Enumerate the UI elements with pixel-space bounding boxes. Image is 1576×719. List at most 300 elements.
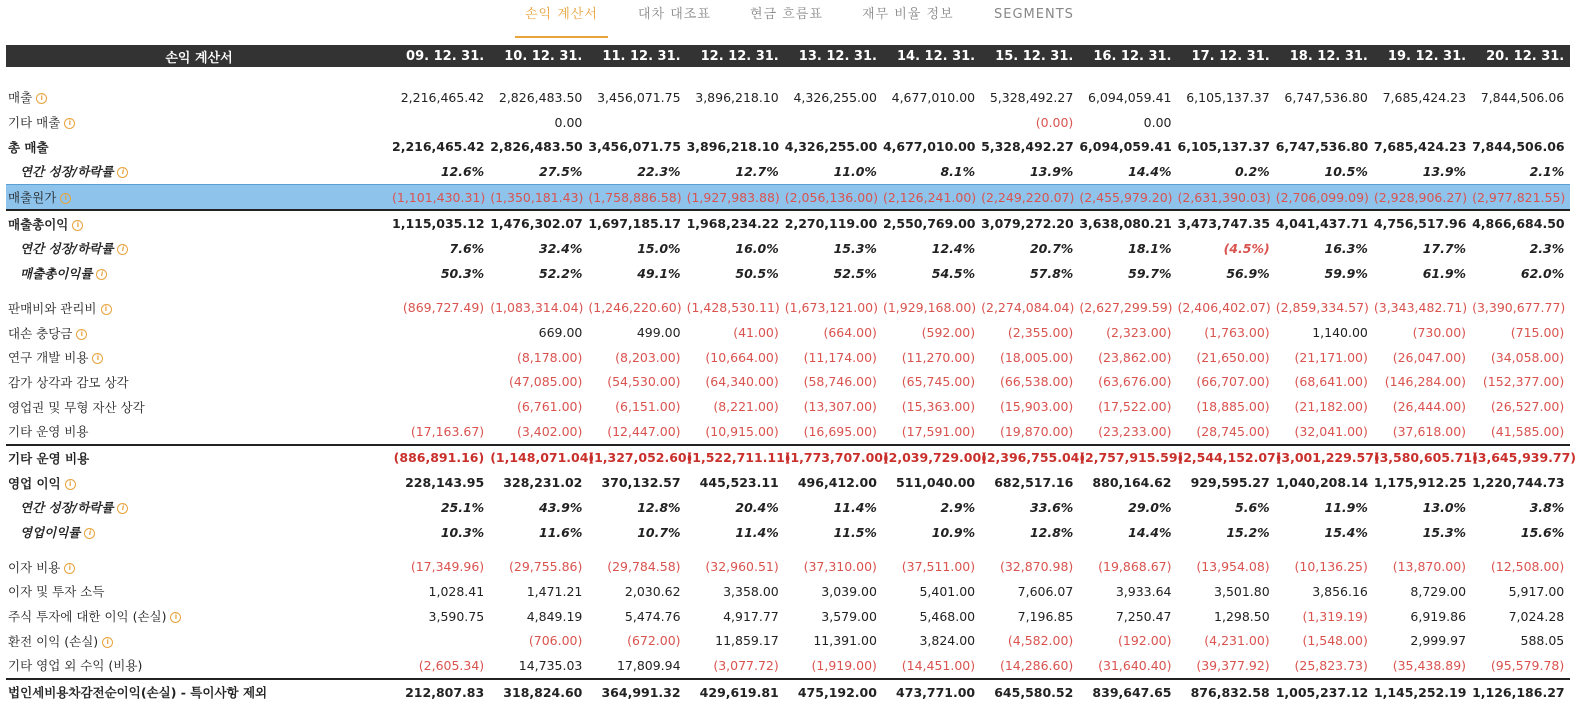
value-cell: (41.00): [733, 325, 779, 341]
value-cell: (3,645,939.77): [1472, 445, 1570, 471]
value-cell: 2,216,465.42: [400, 89, 485, 105]
value-cell: (672.00): [627, 633, 681, 649]
value-cell: (21,650.00): [1196, 349, 1270, 365]
value-cell: 3,824.00: [919, 633, 976, 649]
value-cell: (3,402.00): [516, 423, 583, 439]
value-cell: 3,638,080.21: [1079, 210, 1177, 236]
table-row[interactable]: [6, 419, 1570, 445]
value-cell: 50.5%: [735, 265, 779, 281]
column-header[interactable]: 18. 12. 31.: [1276, 45, 1374, 67]
info-icon[interactable]: i: [64, 118, 75, 129]
tab-1[interactable]: [638, 6, 711, 36]
value-cell: (17,349.96): [410, 559, 485, 575]
value-cell: (10,664.00): [705, 349, 779, 365]
column-header[interactable]: 12. 12. 31.: [687, 45, 785, 67]
row-label-text: 기타 운영 비용: [8, 450, 90, 466]
value-cell: 318,824.60: [490, 679, 588, 705]
value-cell: 13.9%: [1422, 163, 1467, 179]
value-cell: (21,171.00): [1294, 349, 1368, 365]
table-row[interactable]: [6, 370, 1570, 395]
value-cell: 1,126,186.27: [1472, 679, 1570, 705]
row-label: [6, 320, 392, 345]
value-cell: (2,627,299.59): [1079, 300, 1173, 316]
value-cell: 1,005,237.12: [1276, 679, 1374, 705]
row-label: [6, 520, 392, 545]
value-cell: 15.0%: [637, 240, 681, 256]
value-cell: 3,456,071.75: [588, 139, 681, 155]
row-label: [6, 579, 392, 604]
info-icon[interactable]: i: [84, 528, 95, 539]
value-cell: (1,428,530.11): [686, 300, 780, 316]
value-cell: 4,866,684.50: [1472, 210, 1570, 236]
value-cell: (1,246,220.60): [588, 300, 682, 316]
value-cell: 0.00: [554, 114, 583, 130]
value-cell: (12,508.00): [1490, 559, 1565, 575]
column-header[interactable]: 11. 12. 31.: [588, 45, 686, 67]
tab-2[interactable]: [750, 6, 823, 36]
value-cell: (37,511.00): [901, 559, 976, 575]
value-cell: 364,991.32: [588, 679, 686, 705]
value-cell: 876,832.58: [1178, 679, 1276, 705]
table-row[interactable]: [6, 134, 1570, 159]
value-cell: (152,377.00): [1482, 374, 1565, 390]
value-cell: (2,455,979.20): [1079, 184, 1177, 210]
value-cell: (1,929,168.00): [882, 300, 977, 316]
column-header[interactable]: 10. 12. 31.: [490, 45, 588, 67]
value-cell: 370,132.57: [601, 475, 681, 491]
value-cell: 16.0%: [735, 240, 779, 256]
column-header[interactable]: 15. 12. 31.: [981, 45, 1079, 67]
value-cell: 880,164.62: [1092, 475, 1172, 491]
value-cell: (1,319.19): [1302, 608, 1368, 624]
value-cell: (21,182.00): [1294, 399, 1368, 415]
table-row[interactable]: [6, 653, 1570, 679]
info-icon[interactable]: i: [64, 563, 75, 574]
row-label-text: 연간 성장/하락률: [20, 241, 114, 257]
spacer-row: [6, 544, 1570, 554]
value-cell: 7,606.07: [1017, 583, 1074, 599]
value-cell: 49.1%: [637, 265, 681, 281]
value-cell: 429,619.81: [687, 679, 785, 705]
row-label-text: 영업이익률: [20, 525, 81, 541]
value-cell: 4,326,255.00: [793, 89, 877, 105]
value-cell: 54.5%: [931, 265, 976, 281]
value-cell: 839,647.65: [1079, 679, 1177, 705]
value-cell: 6,919.86: [1410, 608, 1467, 624]
value-cell: (37,618.00): [1392, 423, 1467, 439]
value-cell: 43.9%: [539, 499, 583, 515]
value-cell: (19,868.67): [1098, 559, 1172, 575]
value-cell: 5,401.00: [919, 583, 976, 599]
info-icon[interactable]: i: [36, 93, 47, 104]
value-cell: (715.00): [1510, 325, 1565, 341]
value-cell: 27.5%: [539, 163, 583, 179]
value-cell: 12.4%: [931, 240, 976, 256]
value-cell: (3,001,229.57): [1276, 445, 1374, 471]
spacer-cell: [6, 544, 1570, 554]
table-row[interactable]: [6, 604, 1570, 629]
value-cell: 32.4%: [539, 240, 583, 256]
value-cell: 11.9%: [1324, 499, 1368, 515]
value-cell: (63,676.00): [1098, 374, 1172, 390]
income-statement-table: [6, 45, 1576, 705]
value-cell: (18,885.00): [1196, 399, 1270, 415]
row-label: [6, 134, 392, 159]
table-row[interactable]: [6, 554, 1570, 579]
value-cell: 2,999.97: [1410, 633, 1467, 649]
value-cell: 499.00: [636, 325, 681, 341]
value-cell: (15,903.00): [999, 399, 1074, 415]
value-cell: (3,580,605.71): [1374, 445, 1472, 471]
table-row[interactable]: [6, 320, 1570, 345]
value-cell: (869,727.49): [402, 300, 485, 316]
table-row[interactable]: [6, 445, 1570, 471]
tab-label: 현금 흐름표: [750, 7, 823, 22]
row-label-text: 기타 운영 비용: [8, 424, 89, 440]
table-row[interactable]: [6, 628, 1570, 653]
value-cell: (1,673,121.00): [784, 300, 878, 316]
row-label-text: 기타 영업 외 수익 (비용): [8, 658, 143, 674]
value-cell: 3,358.00: [723, 583, 779, 599]
value-cell: [392, 628, 490, 653]
table-row[interactable]: [6, 159, 1570, 184]
value-cell: 2,826,483.50: [498, 89, 583, 105]
table-row[interactable]: [6, 210, 1570, 236]
value-cell: [687, 110, 785, 135]
value-cell: 16.3%: [1324, 240, 1368, 256]
row-label-text: 영업 이익: [8, 475, 61, 491]
value-cell: 15.3%: [1422, 524, 1467, 540]
value-cell: 6,747,536.80: [1284, 89, 1368, 105]
value-cell: 10.5%: [1324, 163, 1368, 179]
value-cell: (8,221.00): [713, 399, 779, 415]
spacer-cell: [6, 286, 1570, 296]
value-cell: 5,328,492.27: [989, 89, 1074, 105]
value-cell: 12.7%: [735, 163, 779, 179]
value-cell: 2.9%: [940, 499, 976, 515]
table-row[interactable]: [6, 184, 1570, 210]
value-cell: 15.2%: [1226, 524, 1270, 540]
value-cell: (4,231.00): [1204, 633, 1270, 649]
value-cell: 61.9%: [1422, 265, 1467, 281]
column-header[interactable]: 20. 12. 31.: [1472, 45, 1570, 67]
value-cell: [392, 370, 490, 395]
value-cell: (32,960.51): [705, 559, 779, 575]
value-cell: (18,005.00): [999, 349, 1074, 365]
value-cell: (2,274,084.04): [981, 300, 1075, 316]
value-cell: 17.7%: [1422, 240, 1467, 256]
value-cell: 3,039.00: [821, 583, 877, 599]
value-cell: 511,040.00: [896, 475, 976, 491]
value-cell: 29.0%: [1128, 499, 1172, 515]
value-cell: 7,024.28: [1508, 608, 1565, 624]
table-row[interactable]: [6, 261, 1570, 286]
value-cell: 1,471.21: [526, 583, 583, 599]
value-cell: (14,451.00): [901, 657, 976, 673]
value-cell: 3,473,747.35: [1178, 210, 1276, 236]
row-label-text: 연구 개발 비용: [8, 350, 89, 366]
table-row[interactable]: [6, 470, 1570, 495]
value-cell: 52.5%: [833, 265, 877, 281]
value-cell: 14.4%: [1128, 163, 1172, 179]
value-cell: (41,585.00): [1490, 423, 1565, 439]
value-cell: 4,756,517.96: [1374, 210, 1472, 236]
value-cell: 0.00: [1143, 114, 1172, 130]
value-cell: 4,326,255.00: [784, 139, 878, 155]
value-cell: 3,933.64: [1115, 583, 1172, 599]
value-cell: (1,773,707.00): [785, 445, 883, 471]
value-cell: (2,544,152.07): [1178, 445, 1276, 471]
table-row[interactable]: [6, 394, 1570, 419]
table-header-row: [6, 45, 1570, 67]
tab-4[interactable]: [994, 6, 1074, 36]
value-cell: 7,844,506.06: [1472, 139, 1565, 155]
value-cell: (1,083,314.04): [490, 300, 584, 316]
value-cell: [1472, 110, 1570, 135]
row-label: [6, 210, 392, 236]
table-row[interactable]: [6, 679, 1570, 705]
value-cell: 1,145,252.19: [1374, 679, 1472, 705]
value-cell: 14,735.03: [518, 657, 583, 673]
value-cell: 5.6%: [1235, 499, 1270, 515]
info-icon[interactable]: i: [92, 353, 103, 364]
value-cell: (95,579.78): [1490, 657, 1565, 673]
value-cell: (17,591.00): [901, 423, 976, 439]
value-cell: (29,755.86): [509, 559, 583, 575]
value-cell: (58,746.00): [803, 374, 877, 390]
row-label-text: 이자 및 투자 소득: [8, 584, 105, 600]
info-icon[interactable]: i: [96, 269, 107, 280]
value-cell: (4,582.00): [1007, 633, 1074, 649]
value-cell: 3,456,071.75: [597, 89, 681, 105]
value-cell: 6,747,536.80: [1275, 139, 1369, 155]
value-cell: [1276, 110, 1374, 135]
value-cell: 15.4%: [1324, 524, 1368, 540]
value-cell: (2,126,241.00): [883, 184, 981, 210]
tab-label: 대차 대조표: [638, 7, 711, 22]
value-cell: [883, 110, 981, 135]
table-row[interactable]: [6, 110, 1570, 135]
row-label: [6, 653, 392, 679]
value-cell: 212,807.83: [392, 679, 490, 705]
value-cell: 5,917.00: [1508, 583, 1565, 599]
table-row[interactable]: [6, 296, 1570, 321]
value-cell: (192.00): [1118, 633, 1172, 649]
value-cell: (32,870.98): [999, 559, 1074, 575]
value-cell: 1,175,912.25: [1373, 475, 1467, 491]
row-label: [6, 495, 392, 520]
value-cell: 2,216,465.42: [392, 139, 485, 155]
info-icon[interactable]: i: [102, 637, 113, 648]
value-cell: (1,522,711.11): [687, 445, 785, 471]
value-cell: 7.6%: [449, 240, 485, 256]
value-cell: 5,474.76: [624, 608, 681, 624]
value-cell: (35,438.89): [1392, 657, 1467, 673]
value-cell: 20.7%: [1029, 240, 1074, 256]
spacer-row: [6, 67, 1570, 85]
value-cell: 6,105,137.37: [1186, 89, 1270, 105]
value-cell: 7,196.85: [1017, 608, 1074, 624]
row-label: [6, 470, 392, 495]
value-cell: 12.6%: [440, 163, 485, 179]
info-icon[interactable]: i: [101, 304, 112, 315]
value-cell: (31,640.40): [1098, 657, 1172, 673]
value-cell: (592.00): [921, 325, 976, 341]
value-cell: 3,896,218.10: [686, 139, 780, 155]
row-label: [6, 85, 392, 110]
tab-0[interactable]: [525, 6, 598, 36]
info-icon[interactable]: i: [117, 244, 128, 255]
info-icon[interactable]: i: [170, 612, 181, 623]
value-cell: [392, 320, 490, 345]
value-cell: 1,298.50: [1214, 608, 1270, 624]
value-cell: (37,310.00): [803, 559, 877, 575]
value-cell: 14.4%: [1128, 524, 1172, 540]
value-cell: 1,968,234.22: [687, 210, 785, 236]
value-cell: 11,859.17: [715, 633, 779, 649]
value-cell: 5,468.00: [919, 608, 976, 624]
table-row[interactable]: [6, 85, 1570, 110]
tab-label: 재무 비율 정보: [862, 7, 954, 22]
value-cell: 12.8%: [637, 499, 681, 515]
value-cell: (3,343,482.71): [1373, 300, 1468, 316]
value-cell: 2,030.62: [624, 583, 681, 599]
value-cell: 4,677,010.00: [882, 139, 976, 155]
info-icon[interactable]: i: [60, 193, 71, 204]
row-label: [6, 236, 392, 261]
value-cell: 473,771.00: [883, 679, 981, 705]
value-cell: 7,685,424.23: [1382, 89, 1467, 105]
row-label-text: 매출총이익: [8, 216, 69, 232]
value-cell: 4,041,437.71: [1276, 210, 1374, 236]
column-header[interactable]: 13. 12. 31.: [785, 45, 883, 67]
value-cell: 496,412.00: [797, 475, 877, 491]
info-icon[interactable]: i: [76, 329, 87, 340]
value-cell: 5,328,492.27: [981, 139, 1074, 155]
value-cell: 11.0%: [833, 163, 877, 179]
row-label-text: 연간 성장/하락률: [20, 164, 114, 180]
value-cell: (17,163.67): [410, 423, 485, 439]
value-cell: 6,105,137.37: [1177, 139, 1271, 155]
value-cell: (3,077.72): [713, 657, 779, 673]
value-cell: (11,270.00): [901, 349, 976, 365]
row-label: [6, 159, 392, 184]
value-cell: (1,763.00): [1204, 325, 1270, 341]
value-cell: (15,363.00): [901, 399, 976, 415]
row-label-text: 대손 충당금: [8, 325, 73, 341]
value-cell: (14,286.60): [999, 657, 1074, 673]
value-cell: 8.1%: [940, 163, 976, 179]
column-header[interactable]: 16. 12. 31.: [1079, 45, 1177, 67]
info-icon[interactable]: i: [72, 220, 83, 231]
value-cell: (2,605.34): [418, 657, 485, 673]
header-label: 손익 계산서: [6, 45, 392, 67]
table-row[interactable]: [6, 345, 1570, 370]
row-label: [6, 394, 392, 419]
value-cell: 11.6%: [539, 524, 583, 540]
column-header[interactable]: 09. 12. 31.: [392, 45, 490, 67]
info-icon[interactable]: i: [117, 167, 128, 178]
value-cell: 33.6%: [1029, 499, 1074, 515]
value-cell: (23,233.00): [1098, 423, 1172, 439]
row-label-text: 기타 매출: [8, 115, 61, 131]
table-row[interactable]: [6, 520, 1570, 545]
row-label-text: 매출총이익률: [20, 266, 93, 282]
value-cell: (12,447.00): [607, 423, 681, 439]
table-row[interactable]: [6, 495, 1570, 520]
value-cell: (2,406,402.07): [1177, 300, 1271, 316]
row-label: [6, 110, 392, 135]
value-cell: (3,390,677.77): [1472, 300, 1566, 316]
value-cell: (2,056,136.00): [785, 184, 883, 210]
value-cell: 11.4%: [735, 524, 779, 540]
value-cell: 2,826,483.50: [490, 139, 583, 155]
value-cell: (19,870.00): [999, 423, 1074, 439]
value-cell: (2,631,390.03): [1178, 184, 1276, 210]
column-header[interactable]: 17. 12. 31.: [1178, 45, 1276, 67]
value-cell: 20.4%: [735, 499, 779, 515]
value-cell: (664.00): [823, 325, 877, 341]
value-cell: (2,928,906.27): [1374, 184, 1472, 210]
value-cell: (65,745.00): [901, 374, 976, 390]
value-cell: 3,590.75: [428, 608, 485, 624]
value-cell: 4,849.19: [526, 608, 583, 624]
value-cell: 228,143.95: [405, 475, 485, 491]
value-cell: (2,977,821.55): [1472, 184, 1570, 210]
row-label: [6, 370, 392, 395]
value-cell: 2.1%: [1529, 163, 1565, 179]
value-cell: 10.7%: [637, 524, 681, 540]
info-icon[interactable]: i: [65, 479, 76, 490]
value-cell: (2,039,729.00): [883, 445, 981, 471]
value-cell: (8,178.00): [516, 349, 583, 365]
value-cell: 7,844,506.06: [1480, 89, 1565, 105]
table-row[interactable]: [6, 579, 1570, 604]
value-cell: 11.4%: [833, 499, 877, 515]
value-cell: 1,040,208.14: [1275, 475, 1369, 491]
value-cell: (29,784.58): [607, 559, 681, 575]
value-cell: (1,101,430.31): [392, 184, 490, 210]
row-label: [6, 604, 392, 629]
info-icon[interactable]: i: [117, 503, 128, 514]
column-header[interactable]: 19. 12. 31.: [1374, 45, 1472, 67]
value-cell: (34,058.00): [1490, 349, 1565, 365]
value-cell: 645,580.52: [981, 679, 1079, 705]
value-cell: 59.7%: [1128, 265, 1172, 281]
value-cell: 57.8%: [1029, 265, 1074, 281]
row-label: [6, 628, 392, 653]
value-cell: 4,677,010.00: [891, 89, 976, 105]
row-label: [6, 184, 392, 210]
value-cell: (64,340.00): [705, 374, 779, 390]
value-cell: (6,151.00): [615, 399, 681, 415]
value-cell: 10.3%: [440, 524, 485, 540]
value-cell: 22.3%: [637, 163, 681, 179]
row-label: [6, 419, 392, 445]
table-row[interactable]: [6, 236, 1570, 261]
column-header[interactable]: 14. 12. 31.: [883, 45, 981, 67]
value-cell: 7,685,424.23: [1373, 139, 1467, 155]
value-cell: [392, 394, 490, 419]
value-cell: 18.1%: [1128, 240, 1172, 256]
value-cell: 11.5%: [833, 524, 877, 540]
row-label: [6, 296, 392, 321]
tab-3[interactable]: [862, 6, 954, 36]
value-cell: 3,896,218.10: [695, 89, 779, 105]
value-cell: (2,249,220.07): [981, 184, 1079, 210]
value-cell: 15.3%: [833, 240, 877, 256]
value-cell: 15.6%: [1520, 524, 1565, 540]
